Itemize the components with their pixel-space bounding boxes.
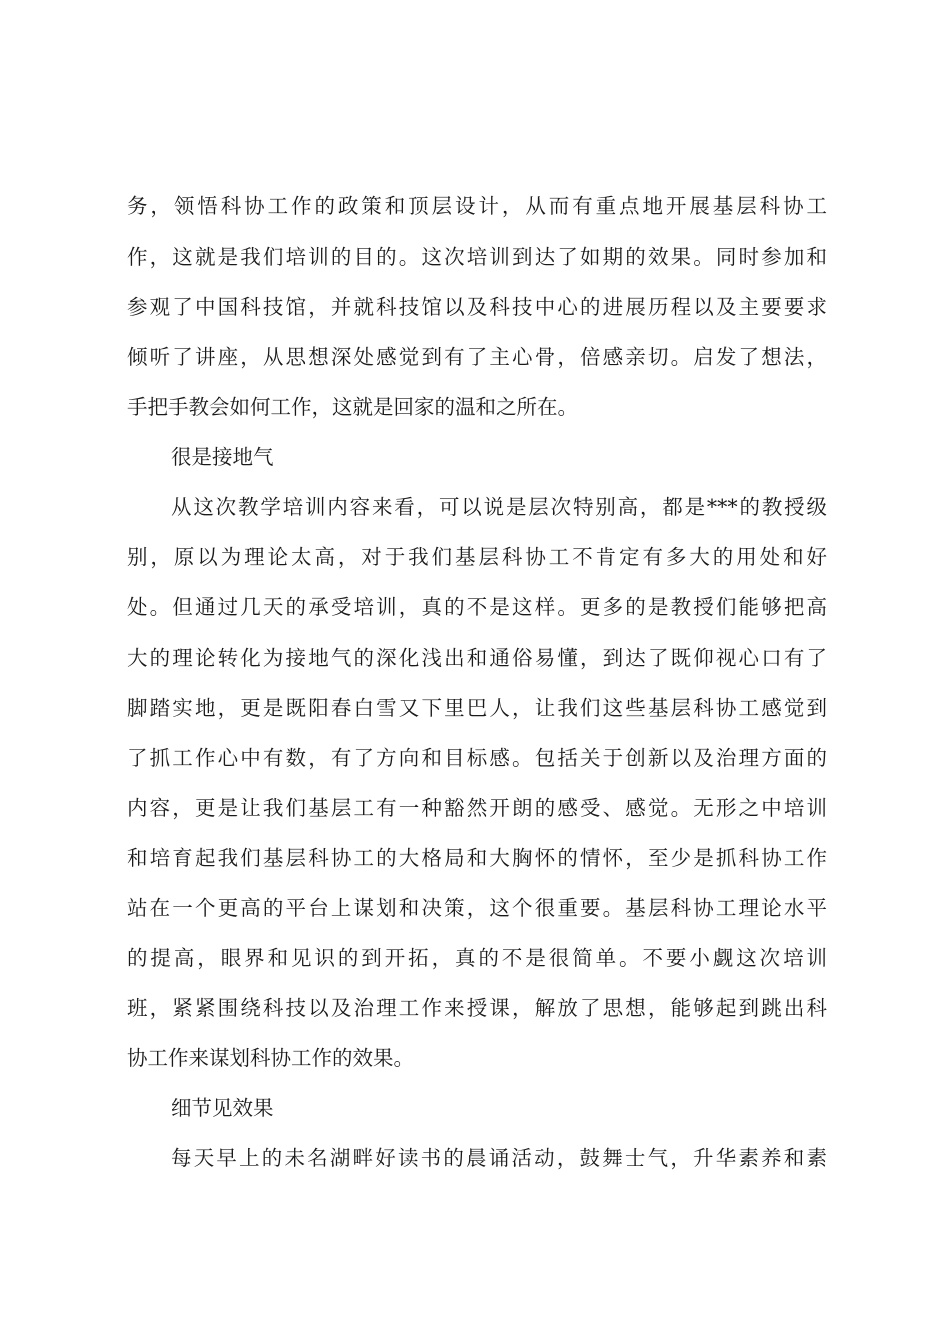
paragraph-line: 脚踏实地，更是既阳春白雪又下里巴人，让我们这些基层科协工感觉到	[127, 696, 827, 720]
paragraph-line: 作，这就是我们培训的目的。这次培训到达了如期的效果。同时参加和	[127, 245, 827, 269]
paragraph-line: 班，紧紧围绕科技以及治理工作来授课，解放了思想，能够起到跳出科	[127, 996, 827, 1020]
paragraph-line: 从这次教学培训内容来看，可以说是层次特别高，都是***的教授级	[171, 495, 827, 519]
section-heading: 很是接地气	[171, 445, 274, 469]
paragraph-line: 倾听了讲座，从思想深处感觉到有了主心骨，倍感亲切。启发了想法，	[127, 345, 827, 369]
paragraph-line: 务，领悟科协工作的政策和顶层设计，从而有重点地开展基层科协工	[127, 194, 827, 218]
paragraph-line: 大的理论转化为接地气的深化浅出和通俗易懂，到达了既仰视心口有了	[127, 646, 827, 670]
paragraph-line: 手把手教会如何工作，这就是回家的温和之所在。	[127, 395, 578, 419]
paragraph-line: 每天早上的未名湖畔好读书的晨诵活动，鼓舞士气，升华素养和素	[171, 1146, 827, 1170]
paragraph-line: 站在一个更高的平台上谋划和决策，这个很重要。基层科协工理论水平	[127, 896, 827, 920]
paragraph-line: 协工作来谋划科协工作的效果。	[127, 1046, 414, 1070]
paragraph-line: 和培育起我们基层科协工的大格局和大胸怀的情怀，至少是抓科协工作	[127, 846, 827, 870]
paragraph-line: 处。但通过几天的承受培训，真的不是这样。更多的是教授们能够把高	[127, 595, 827, 619]
paragraph-line: 内容，更是让我们基层工有一种豁然开朗的感受、感觉。无形之中培训	[127, 796, 827, 820]
paragraph-line: 了抓工作心中有数，有了方向和目标感。包括关于创新以及治理方面的	[127, 746, 827, 770]
section-heading: 细节见效果	[171, 1096, 274, 1120]
paragraph-line: 别，原以为理论太高，对于我们基层科协工不肯定有多大的用处和好	[127, 545, 827, 569]
paragraph-line: 的提高，眼界和见识的到开拓，真的不是很简单。不要小觑这次培训	[127, 946, 827, 970]
paragraph-line: 参观了中国科技馆，并就科技馆以及科技中心的进展历程以及主要要求	[127, 295, 827, 319]
